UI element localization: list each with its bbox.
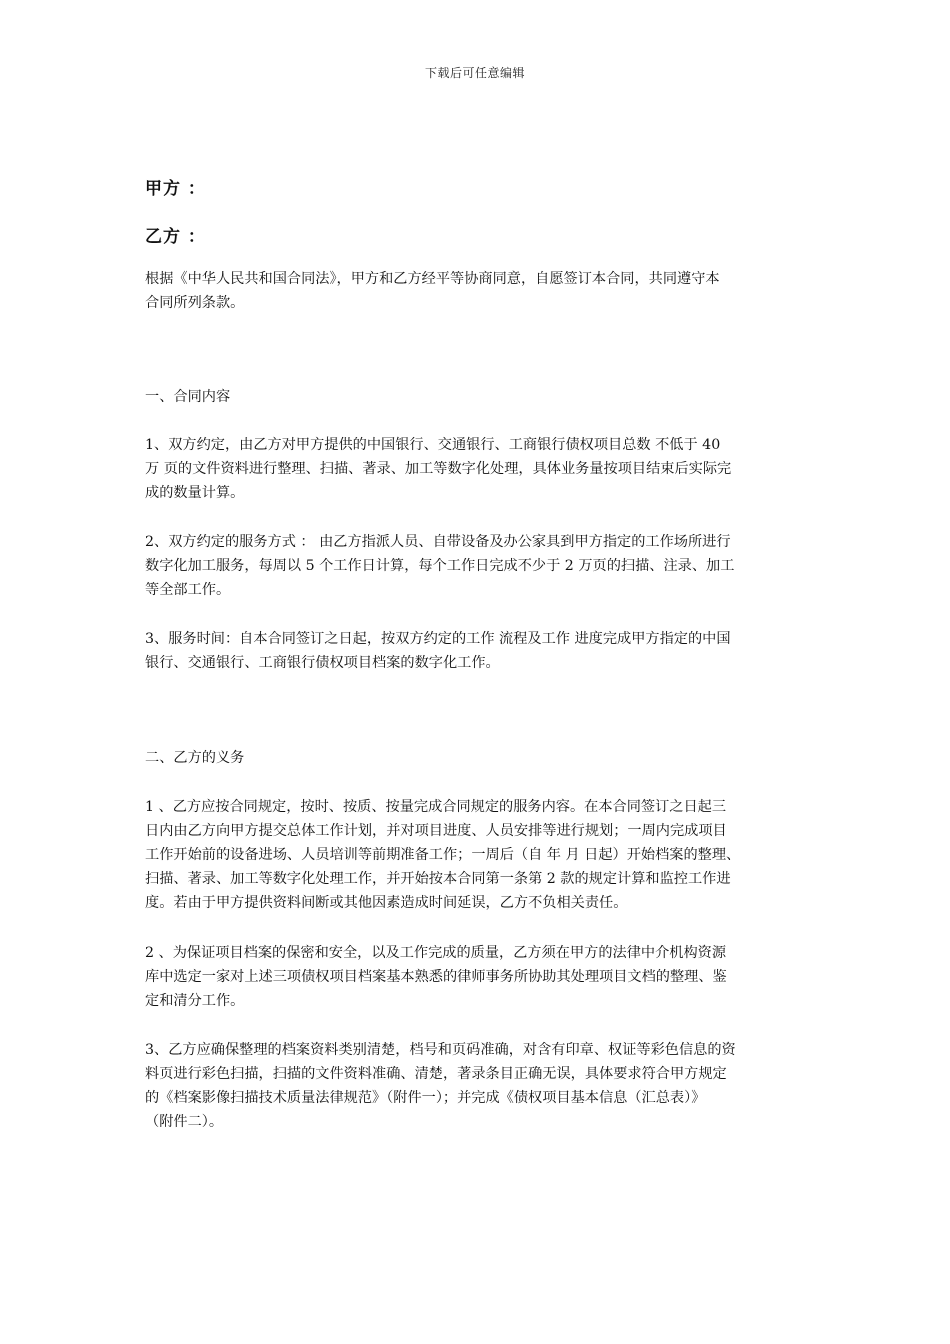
clause-line: 工作开始前的设备进场、人员培训等前期准备工作；一周后（自 年 月 日起）开始档案的整理、 [145,847,741,863]
section1-clause-3 [145,627,813,675]
clause-line: 银行、交通银行、工商银行债权项目档案的数字化工作。 [145,655,500,671]
preamble-paragraph [145,267,813,315]
clause-line: 2、双方约定的服务方式 ： 由乙方指派人员、自带设备及办公家具到甲方指定的工作场所进行 [145,534,731,550]
clause-line: 库中选定一家对上述三项债权项目档案基本熟悉的律师事务所协助其处理项目文档的整理、鉴 [145,969,727,985]
clause-line: 的《档案影像扫描技术质量法律规范》（附件一）；并完成《债权项目基本信息（汇总表）》 [145,1090,706,1106]
section1-clause-2 [145,530,813,602]
clause-line: （附件二）。 [145,1114,224,1130]
clause-line: 1、双方约定，由乙方对甲方提供的中国银行、交通银行、工商银行债权项目总数 不低于 40 [145,437,721,453]
clause-line: 度。若由于甲方提供资料间断或其他因素造成时间延误，乙方不负相关责任。 [145,895,628,911]
clause-line: 3、乙方应确保整理的档案资料类别清楚，档号和页码准确，对含有印章、权证等彩色信息的资 [145,1042,736,1058]
clause-line: 料页进行彩色扫描，扫描的文件资料准确、清楚，著录条目正确无误，具体要求符合甲方规定 [145,1066,727,1082]
section2-clause-1 [145,795,813,915]
section1-heading: 一、合同内容 [145,389,231,405]
clause-line: 万 页的文件资料进行整理、扫描、著录、加工等数字化处理，具体业务量按项目结束后实际完 [145,461,732,477]
clause-line: 日内由乙方向甲方提交总体工作计划，并对项目进度、人员安排等进行规划；一周内完成项目 [145,823,727,839]
clause-line: 数字化加工服务，每周以 5 个工作日计算，每个工作日完成不少于 2 万页的扫描、注录、加工 [145,558,735,574]
clause-line: 扫描、著录、加工等数字化处理工作，并开始按本合同第一条第 2 款的规定计算和监控工作进 [145,871,731,887]
clause-line: 等全部工作。 [145,582,231,598]
preamble-line: 根据《中华人民共和国合同法》，甲方和乙方经平等协商同意，自愿签订本合同，共同遵守本 [145,271,720,287]
party-b-label: 乙方 ： [145,227,206,247]
party-a-label: 甲方 ： [145,179,206,199]
clause-line: 1 、乙方应按合同规定，按时、按质、按量完成合同规定的服务内容。在本合同签订之日起三 [145,799,727,815]
clause-line: 3、服务时间：自本合同签订之日起，按双方约定的工作 流程及工作 进度完成甲方指定的中国 [145,631,731,647]
section1-clause-1 [145,433,813,505]
clause-line: 2 、为保证项目档案的保密和安全，以及工作完成的质量，乙方须在甲方的法律中介机构资源 [145,945,727,961]
clause-line: 定和清分工作。 [145,993,245,1009]
section2-clause-2 [145,941,813,1013]
section2-heading: 二、乙方的义务 [145,750,245,766]
preamble-line: 合同所列条款。 [145,295,245,311]
section2-clause-3 [145,1038,813,1134]
clause-line: 成的数量计算。 [145,485,245,501]
header-note: 下载后可任意编辑 [424,66,525,80]
